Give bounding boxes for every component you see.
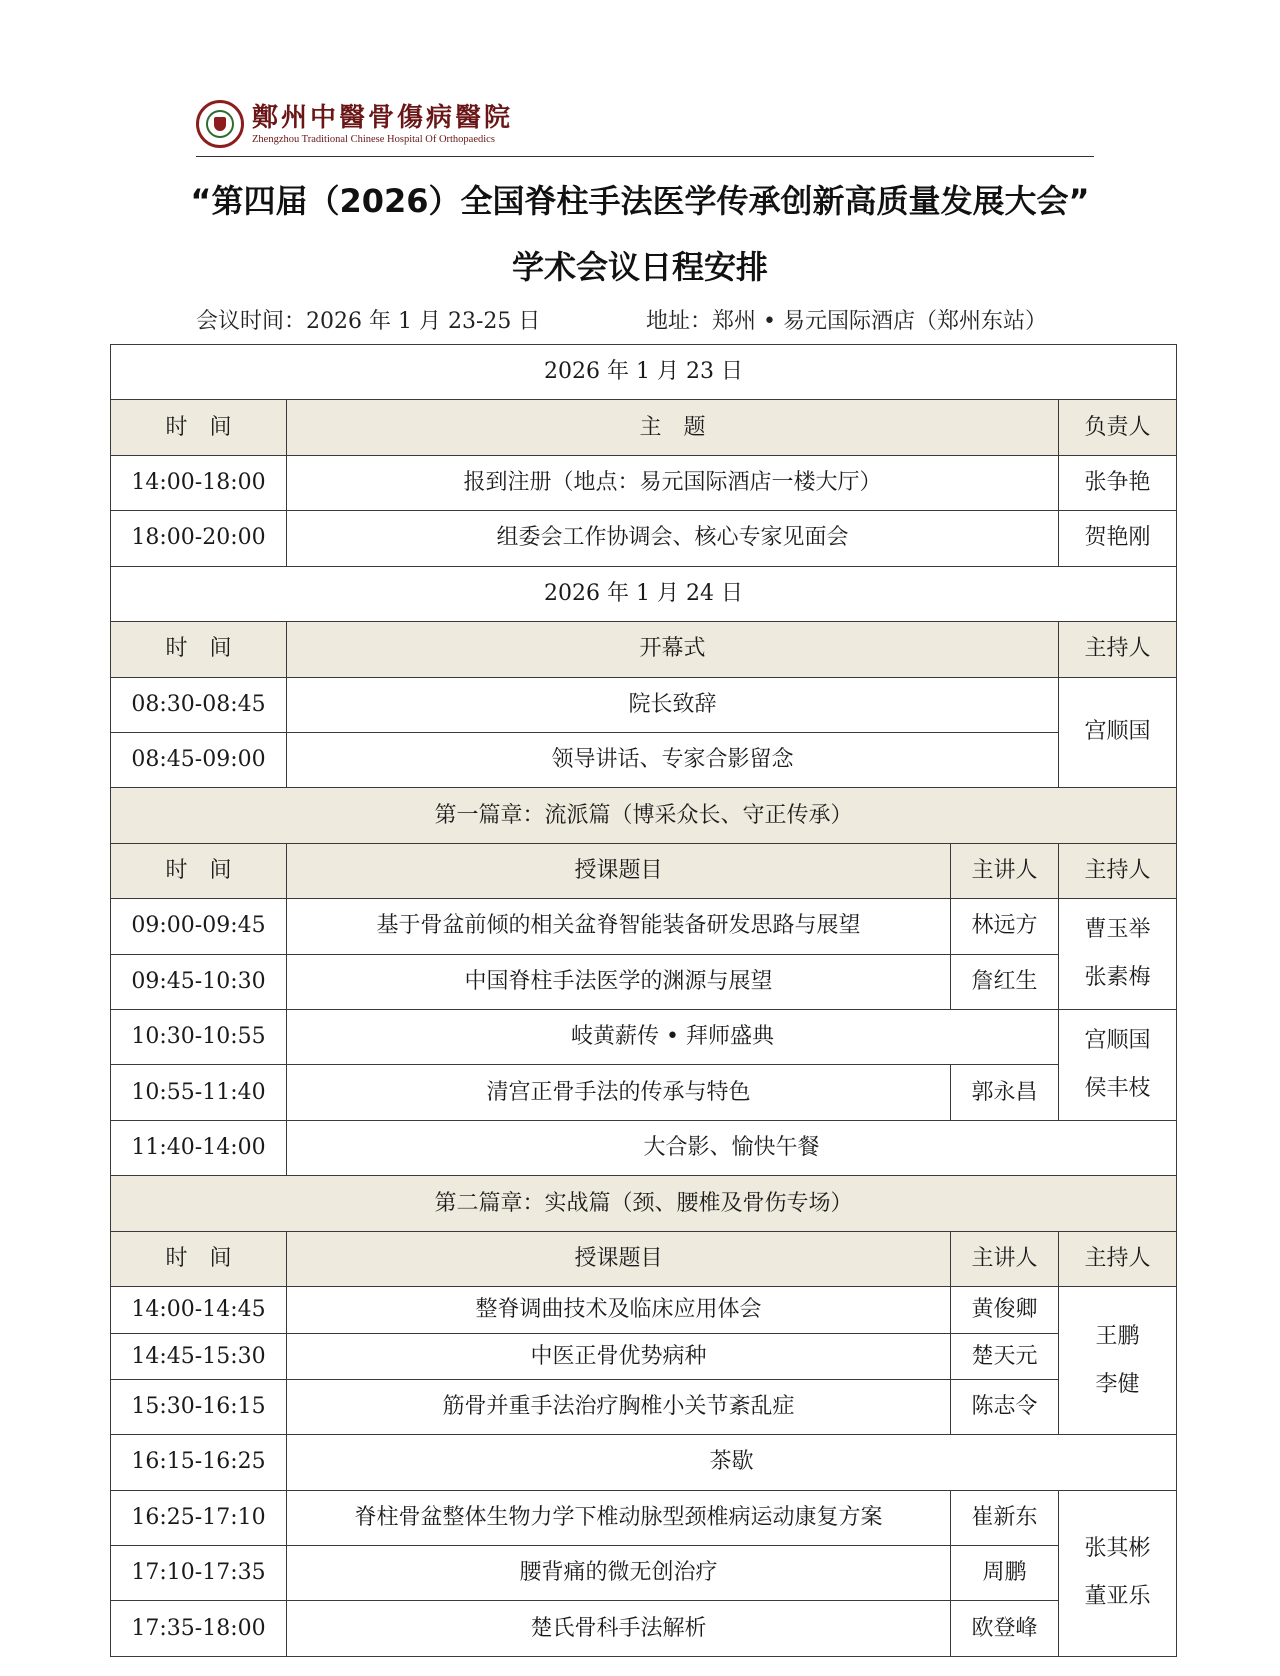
session-topic: 基于骨盆前倾的相关盆脊智能装备研发思路与展望	[287, 899, 951, 954]
session-host: 宫顺国	[1059, 677, 1177, 788]
day2-date: 2026 年 1 月 24 日	[111, 566, 1177, 621]
col-header-time: 时 间	[111, 1231, 287, 1286]
session-speaker: 周鹏	[951, 1545, 1059, 1600]
col-header-time: 时 间	[111, 400, 287, 455]
session-hosts	[1059, 899, 1177, 1010]
session-time: 11:40-14:00	[111, 1120, 287, 1175]
schedule-title: 学术会议日程安排	[511, 248, 768, 286]
table-row	[111, 1333, 1177, 1380]
col-header-speaker: 主讲人	[951, 1231, 1059, 1286]
session-hosts	[1059, 1490, 1177, 1656]
session-speaker: 崔新东	[951, 1490, 1059, 1545]
session-time: 08:45-09:00	[111, 732, 287, 787]
table-row	[111, 511, 1177, 566]
session-topic: 楚氏骨科手法解析	[287, 1601, 951, 1657]
session-speaker: 郭永昌	[951, 1065, 1059, 1120]
chapter1-header-row	[111, 843, 1177, 898]
hospital-seal-icon	[196, 100, 244, 148]
session-topic: 脊柱骨盆整体生物力学下椎动脉型颈椎病运动康复方案	[287, 1490, 951, 1545]
session-topic: 中国脊柱手法医学的渊源与展望	[287, 954, 951, 1009]
session-time: 14:45-15:30	[111, 1333, 287, 1380]
hospital-name-cn: 鄭州中醫骨傷病醫院	[252, 102, 514, 133]
host-name: 张其彬	[1084, 1536, 1151, 1562]
table-row	[111, 1065, 1177, 1120]
table-row	[111, 1380, 1177, 1435]
session-time: 16:25-17:10	[111, 1490, 287, 1545]
meeting-address: 地址：郑州 • 易元国际酒店（郑州东站）	[646, 309, 1047, 334]
session-time: 09:00-09:45	[111, 899, 287, 954]
session-time: 10:55-11:40	[111, 1065, 287, 1120]
col-header-time: 时 间	[111, 622, 287, 677]
opening-header-row	[111, 622, 1177, 677]
col-header-opening: 开幕式	[287, 622, 1059, 677]
chapter1-title: 第一篇章：流派篇（博采众长、守正传承）	[111, 788, 1177, 843]
host-name: 侯丰枝	[1084, 1075, 1151, 1101]
session-hosts	[1059, 1010, 1177, 1121]
col-header-host: 主持人	[1059, 622, 1177, 677]
session-topic: 整脊调曲技术及临床应用体会	[287, 1287, 951, 1334]
schedule-table	[110, 344, 1177, 1657]
col-header-topic: 授课题目	[287, 1231, 951, 1286]
session-person: 张争艳	[1059, 455, 1177, 510]
table-row	[111, 1490, 1177, 1545]
host-name: 董亚乐	[1084, 1584, 1151, 1610]
col-header-person: 负责人	[1059, 400, 1177, 455]
session-time: 14:00-18:00	[111, 455, 287, 510]
day1-date-row	[111, 345, 1177, 400]
session-time: 15:30-16:15	[111, 1380, 287, 1435]
session-time: 17:10-17:35	[111, 1545, 287, 1600]
table-row	[111, 732, 1177, 787]
session-speaker: 詹红生	[951, 954, 1059, 1009]
col-header-topic: 主 题	[287, 400, 1059, 455]
chapter2-header-row	[111, 1231, 1177, 1286]
host-name: 王鹏	[1095, 1323, 1140, 1349]
host-name: 李健	[1095, 1371, 1140, 1397]
session-topic: 院长致辞	[287, 677, 1059, 732]
lunch-topic: 大合影、愉快午餐	[287, 1120, 1177, 1175]
session-topic: 组委会工作协调会、核心专家见面会	[287, 511, 1059, 566]
table-row	[111, 899, 1177, 954]
hospital-name	[252, 103, 513, 146]
session-time: 09:45-10:30	[111, 954, 287, 1009]
session-speaker: 林远方	[951, 899, 1059, 954]
session-speaker: 黄俊卿	[951, 1287, 1059, 1334]
session-topic: 领导讲话、专家合影留念	[287, 732, 1059, 787]
header-divider	[196, 156, 1094, 157]
session-hosts	[1059, 1287, 1177, 1435]
table-row	[111, 455, 1177, 510]
chapter1-title-row	[111, 788, 1177, 843]
table-row	[111, 1287, 1177, 1334]
session-topic: 中医正骨优势病种	[287, 1333, 951, 1380]
col-header-speaker: 主讲人	[951, 843, 1059, 898]
session-time: 14:00-14:45	[111, 1287, 287, 1334]
ceremony-topic: 岐黄薪传 • 拜师盛典	[287, 1010, 1059, 1065]
session-time: 18:00-20:00	[111, 511, 287, 566]
table-row	[111, 1120, 1177, 1175]
meeting-time: 会议时间：2026 年 1 月 23-25 日	[196, 309, 541, 334]
break-topic: 茶歇	[287, 1435, 1177, 1490]
col-header-time: 时 间	[111, 843, 287, 898]
session-topic: 清宫正骨手法的传承与特色	[287, 1065, 951, 1120]
session-time: 10:30-10:55	[111, 1010, 287, 1065]
table-row	[111, 1435, 1177, 1490]
hospital-logo	[196, 96, 513, 152]
day2-date-row	[111, 566, 1177, 621]
session-speaker: 欧登峰	[951, 1601, 1059, 1657]
session-speaker: 楚天元	[951, 1333, 1059, 1380]
host-name: 张素梅	[1084, 965, 1151, 991]
col-header-host: 主持人	[1059, 1231, 1177, 1286]
session-speaker: 陈志令	[951, 1380, 1059, 1435]
conference-title: “第四届（2026）全国脊柱手法医学传承创新高质量发展大会”	[190, 182, 1090, 220]
session-topic: 腰背痛的微无创治疗	[287, 1545, 951, 1600]
session-topic: 筋骨并重手法治疗胸椎小关节紊乱症	[287, 1380, 951, 1435]
host-name: 宫顺国	[1084, 1027, 1151, 1053]
table-row	[111, 1601, 1177, 1657]
session-time: 08:30-08:45	[111, 677, 287, 732]
day1-header-row	[111, 400, 1177, 455]
table-row	[111, 1545, 1177, 1600]
session-person: 贺艳刚	[1059, 511, 1177, 566]
col-header-host: 主持人	[1059, 843, 1177, 898]
session-time: 16:15-16:25	[111, 1435, 287, 1490]
table-row	[111, 1010, 1177, 1065]
host-name: 曹玉举	[1084, 917, 1151, 943]
session-time: 17:35-18:00	[111, 1601, 287, 1657]
table-row	[111, 954, 1177, 1009]
chapter2-title-row	[111, 1176, 1177, 1231]
chapter2-title: 第二篇章：实战篇（颈、腰椎及骨伤专场）	[111, 1176, 1177, 1231]
col-header-topic: 授课题目	[287, 843, 951, 898]
session-topic: 报到注册（地点：易元国际酒店一楼大厅）	[287, 455, 1059, 510]
hospital-name-en: Zhengzhou Traditional Chinese Hospital Of Orthopaedics	[252, 133, 495, 145]
day1-date: 2026 年 1 月 23 日	[111, 345, 1177, 400]
table-row	[111, 677, 1177, 732]
